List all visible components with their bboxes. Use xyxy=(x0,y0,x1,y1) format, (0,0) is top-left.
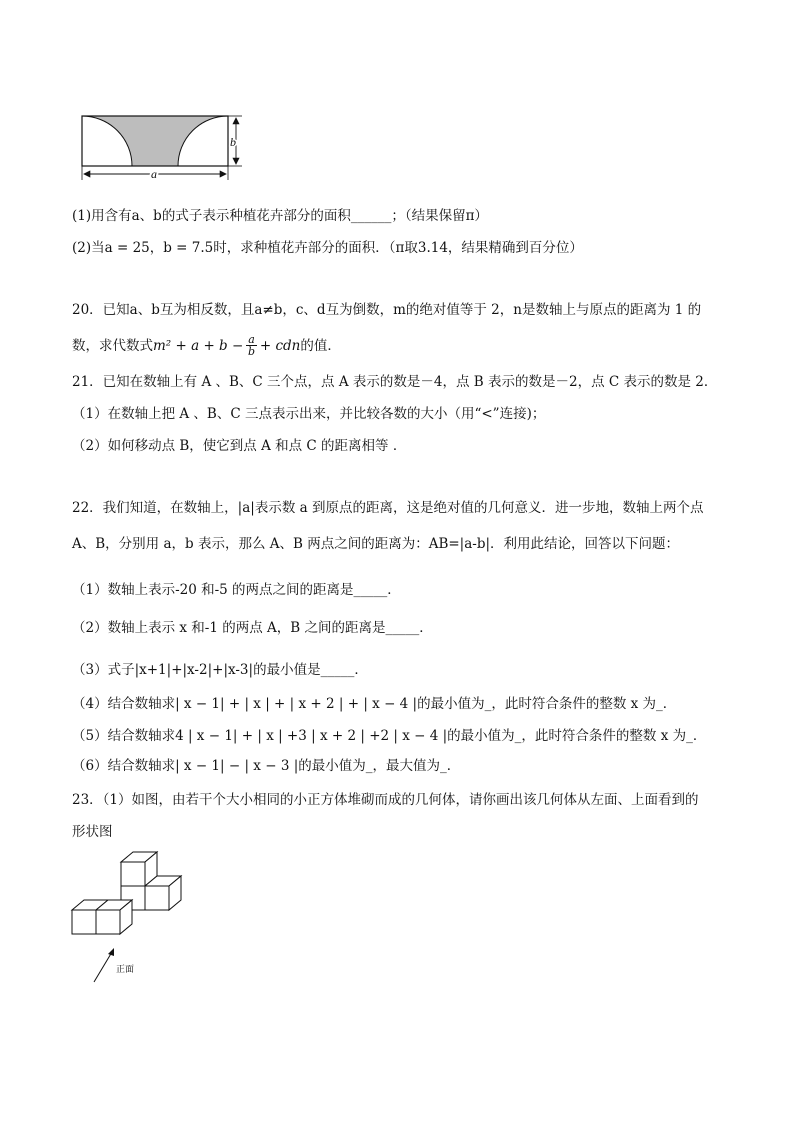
q20-line2 xyxy=(72,334,341,357)
q22-part5: （5）结合数轴求4 | x − 1| + | x | +3 | x + 2 | +2 | x − 4 |的最小值为_，此时符合条件的整数 x 为_． xyxy=(72,728,707,744)
q20-expr-pre: m² + a + b − xyxy=(153,337,244,354)
cube-back-right xyxy=(145,876,181,910)
q20-line1: 20．已知a、b互为相反数，且a≠b，c、d互为倒数，m的绝对值等于 2，n是数轴上与原点的距离为 1 的 xyxy=(72,302,702,318)
q20-expr-post: + cdn xyxy=(259,337,301,354)
label-b: b xyxy=(230,135,236,149)
q22-part1: （1）数轴上表示-20 和-5 的两点之间的距离是_____． xyxy=(72,582,401,598)
cube-stack-figure xyxy=(60,846,200,986)
q22-stem1: 22．我们知道，在数轴上，|a|表示数 a 到原点的距离，这是绝对值的几何意义．进一步地，数轴上两个点 xyxy=(72,500,704,516)
q20-expression xyxy=(153,334,300,357)
q21-part1: （1）在数轴上把 A 、B、C 三点表示出来，并比较各数的大小（用“<”连接)； xyxy=(72,406,546,422)
q22-part6: （6）结合数轴求| x − 1| − | x − 3 |的最小值为_，最大值为_． xyxy=(72,758,461,774)
q20-prefix: 数，求代数式 xyxy=(72,337,153,354)
front-arrow xyxy=(94,952,112,982)
q23-line1: 23．（1）如图，由若干个大小相同的小正方体堆砌而成的几何体，请你画出该几何体从左面、上面看到的 xyxy=(72,792,699,808)
q19-part1: (1)用含有a、b的式子表示种植花卉部分的面积______；（结果保留π） xyxy=(72,208,488,224)
q21-stem: 21．已知在数轴上有 A 、B、C 三个点，点 A 表示的数是－4，点 B 表示的数是－2，点 C 表示的数是 2． xyxy=(72,374,718,390)
q22-part4: （4）结合数轴求| x − 1| + | x | + | x + 2 | + | x − 4 |的最小值为_，此时符合条件的整数 x 为_． xyxy=(72,696,677,712)
label-a: a xyxy=(151,167,157,181)
q21-part2: （2）如何移动点 B，使它到点 A 和点 C 的距离相等 ． xyxy=(72,438,407,454)
q22-stem2: A、B，分别用 a，b 表示，那么 A、B 两点之间的距离为：AB=|a-b|．利用此结论，回答以下问题： xyxy=(72,536,680,552)
q20-fraction xyxy=(246,334,257,357)
front-label: 正面 xyxy=(116,965,135,975)
q23-line2: 形状图 xyxy=(72,824,113,840)
flower-region xyxy=(82,116,228,166)
fraction-numerator: a xyxy=(248,333,255,346)
q22-part3: （3）式子|x+1|+|x-2|+|x-3|的最小值是_____． xyxy=(72,662,368,678)
q19-part2: (2)当a = 25，b = 7.5时，求种植花卉部分的面积．（π取3.14，结果精确到百分位） xyxy=(72,240,583,256)
garden-figure xyxy=(70,108,250,184)
q20-suffix: 的值． xyxy=(300,337,341,354)
fraction-denominator: b xyxy=(248,345,256,358)
q22-part2: （2）数轴上表示 x 和-1 的两点 A，B 之间的距离是_____． xyxy=(72,620,433,636)
